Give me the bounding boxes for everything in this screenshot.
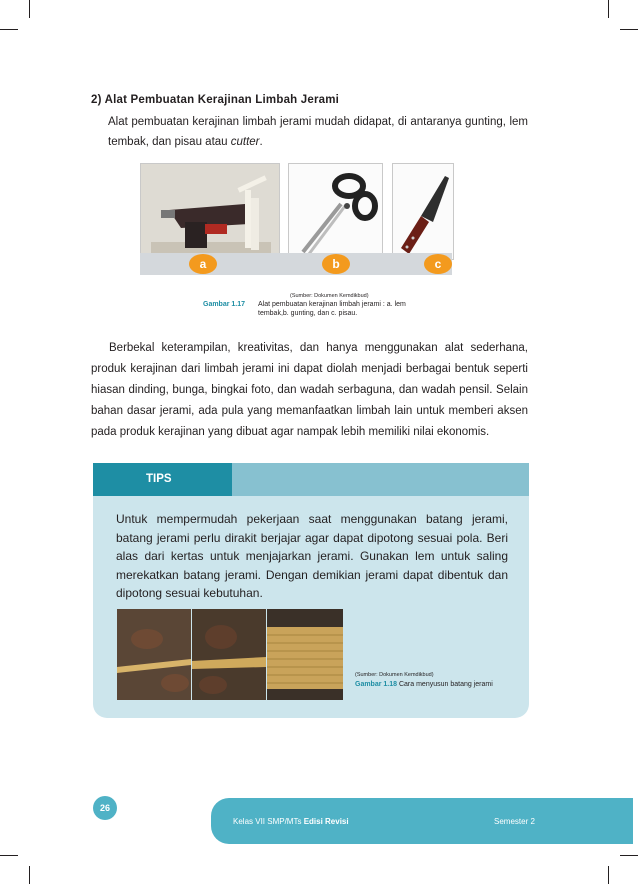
- crop-mark: [620, 855, 638, 856]
- page-number: 26: [93, 796, 117, 820]
- footer-semester: Semester 2: [494, 817, 535, 826]
- tips-header-bar: [232, 463, 529, 496]
- body-paragraph: [91, 338, 528, 443]
- figure-117-text: Alat pembuatan kerajinan limbah jerami : a. lem tembak,b. gunting, dan c. pisau.: [258, 301, 406, 317]
- body-paragraph-text: Berbekal keterampilan, kreativitas, dan hanya menggunakan alat sederhana, produk kerajinan dari limbah jerami ini dapat diolah menjadi berbagai bentuk seperti hiasan dinding, bunga, bingkai foto, dan wadah serbaguna, dan wadah pensil. Selain bahan dasar jerami, ada pula yang memanfaatkan limbah lain untuk memberi aksen pada produk kerajinan yang dibuat agar nampak lebih memiliki nilai ekonomis.: [91, 342, 528, 438]
- straw-assembly-photo: [117, 609, 343, 700]
- section-body-text: Alat pembuatan kerajinan limbah jerami mudah didapat, di antaranya gunting, lem tembak, dan pisau atau: [108, 116, 528, 148]
- crop-mark: [0, 29, 18, 30]
- crop-mark: [620, 29, 638, 30]
- figure-118-caption: [355, 680, 495, 689]
- section-title: 2) Alat Pembuatan Kerajinan Limbah Jerami: [91, 94, 340, 106]
- figure-117-source: (Sumber: Dokumen Kemdikbud): [290, 293, 369, 299]
- tips-label: TIPS: [146, 473, 172, 485]
- section-body-end: .: [259, 136, 263, 148]
- footer-book-title: [233, 817, 349, 826]
- tips-text: Untuk mempermudah pekerjaan saat menggunakan batang jerami, batang jerami perlu dirakit berjajar agar dapat dipotong sesuai pola. Beri alas dari kertas untuk menjajarkan jerami. Gunakan lem untuk saling merekatkan batang jerami. Dengan demikian jerami dapat dibentuk dan dipotong sesuai kebutuhan.: [116, 512, 508, 600]
- badge-b: b: [322, 254, 350, 274]
- scissors-photo: [288, 163, 383, 260]
- section-body-italic: cutter: [230, 136, 260, 148]
- crop-mark: [608, 0, 609, 18]
- section-body: [108, 112, 528, 152]
- footer-book-edition: Edisi Revisi: [303, 817, 349, 826]
- footer-book-prefix: Kelas VII SMP/MTs: [233, 817, 304, 826]
- figure-118-number: Gambar 1.18: [355, 681, 398, 688]
- crop-mark: [0, 855, 18, 856]
- crop-mark: [29, 866, 30, 884]
- figure-118-text: Cara menyusun batang jerami: [398, 681, 493, 688]
- badge-c: c: [424, 254, 452, 274]
- straw-assembly-illustration: [117, 609, 343, 700]
- figure-117-caption: [203, 300, 438, 318]
- scissors-illustration: [289, 164, 382, 259]
- figure-118-source: (Sumber: Dokumen Kemdikbud): [355, 672, 434, 678]
- figure-117-number: Gambar 1.17: [203, 301, 246, 308]
- crop-mark: [608, 866, 609, 884]
- knife-photo: [392, 163, 454, 260]
- glue-gun-photo: [140, 163, 280, 260]
- badge-a: a: [189, 254, 217, 274]
- crop-mark: [29, 0, 30, 18]
- figure-label-bar: [140, 253, 452, 275]
- glue-gun-illustration: [141, 164, 279, 259]
- knife-illustration: [393, 164, 453, 259]
